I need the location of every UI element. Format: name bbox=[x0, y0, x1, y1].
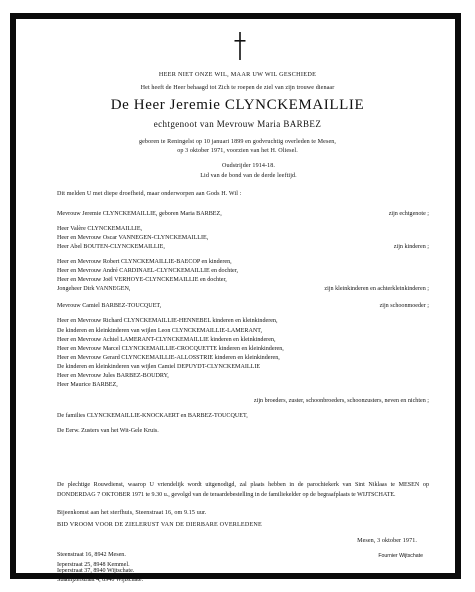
family-row bbox=[57, 318, 429, 327]
family-row bbox=[57, 337, 429, 346]
family-row bbox=[57, 373, 429, 382]
family-member: Mevrouw Jeremie CLYNCKEMAILLIE, geboren Maria BARBEZ, bbox=[57, 211, 222, 217]
family-row bbox=[57, 413, 429, 422]
family-member: Heer en Mevrouw Richard CLYNCKEMAILLIE-HENNEBEL kinderen en kleinkinderen, bbox=[57, 318, 278, 324]
family-member: Heer Abel BOUTEN-CLYNCKEMAILLIE, bbox=[57, 244, 165, 250]
family-row bbox=[57, 355, 429, 364]
address-4: Staanijzerstraat 4, 8940 Wijtschate. bbox=[57, 577, 144, 583]
address-2: Ieperstraat 25, 8948 Kemmel. bbox=[57, 562, 130, 568]
family-relation: zijn echtgenote ; bbox=[388, 211, 429, 217]
family-member: De kinderen en kleinkinderen van wijlen Camiel DEPUYDT-CLYNCKEMAILLIE bbox=[57, 364, 261, 370]
family-member: Heer en Mevrouw André CARDINAEL-CLYNCKEMAILLIE en dochter, bbox=[57, 268, 239, 274]
service-details: De plechtige Rouwdienst, waarop U vriendelijk wordt uitgenodigd, zal plaats hebben in de parochiekerk van Sint Niklaas te MESEN op DONDERDAG 7 OKTOBER 1971 te 9.30 u., gevolgd van de teraardebestelling in de familiekelder op de begraafplaats te WIJTSCHATE. bbox=[57, 482, 429, 498]
family-row bbox=[57, 286, 429, 295]
death-line: op 3 oktober 1971, voorzien van het H. Oliesel. bbox=[177, 148, 298, 154]
family-row bbox=[57, 398, 429, 407]
printer-credit: Fournier Wijtschate bbox=[378, 553, 423, 559]
deceased-name: De Heer Jeremie CLYNCKEMAILLIE bbox=[110, 97, 365, 113]
family-row bbox=[57, 346, 429, 355]
veteran-line: Oudstrijder 1914-18. bbox=[221, 163, 276, 169]
family-member: Heer en Mevrouw Jules BARBEZ-BOUDRY, bbox=[57, 373, 169, 379]
address-1: Steenstraat 16, 8942 Mesen. bbox=[57, 552, 126, 558]
family-member: Heer en Mevrouw Marcel CLYNCKEMAILLIE-CROCQUETTE kinderen en kleinkinderen, bbox=[57, 346, 284, 352]
member-line: Lid van de bond van de derde leeftijd. bbox=[200, 173, 297, 179]
family-row bbox=[57, 259, 429, 268]
family-member: Jongeheer Dirk VANNEGEN, bbox=[57, 286, 131, 292]
family-member: Heer en Mevrouw Robert CLYNCKEMAILLIE-BAECOP en kinderen, bbox=[57, 259, 232, 265]
family-member: Heer Valère CLYNCKEMAILLIE, bbox=[57, 226, 143, 232]
family-row bbox=[57, 277, 429, 286]
family-member: Mevrouw Camiel BARBEZ-TOUCQUET, bbox=[57, 303, 162, 309]
spouse-line: echtgenoot van Mevrouw Maria BARBEZ bbox=[153, 119, 322, 129]
family-member: Heer en Mevrouw Oscar VANNEGEN-CLYNCKEMAILLIE, bbox=[57, 235, 209, 241]
birth-line: geboren te Reningelst op 10 januari 1899 en godvruchtig overleden te Mesen, bbox=[138, 139, 337, 145]
family-member: De families CLYNCKEMAILLIE-KNOCKAERT en BARBEZ-TOUCQUET, bbox=[57, 413, 248, 419]
intro-line: Het heeft de Heer behaagd tot Zich te roepen de ziel van zijn trouwe dienaar bbox=[140, 85, 335, 91]
family-member: Heer en Mevrouw Gerard CLYNCKEMAILLIE-ALLOSSTRIE kinderen en kleinkinderen, bbox=[57, 355, 280, 361]
family-member: Heer en Mevrouw Achiel LAMERANT-CLYNCKEMAILLIE kinderen en kleinkinderen, bbox=[57, 337, 276, 343]
family-row bbox=[57, 328, 429, 337]
motto: HEER NIET ONZE WIL, MAAR UW WIL GESCHIEDE bbox=[158, 71, 317, 78]
date-line: Mesen, 3 oktober 1971. bbox=[357, 538, 417, 544]
family-row bbox=[57, 364, 429, 373]
family-member: Heer Maurice BARBEZ, bbox=[57, 382, 118, 388]
family-row bbox=[57, 226, 429, 235]
family-row bbox=[57, 382, 429, 391]
family-row bbox=[57, 235, 429, 244]
cross-icon bbox=[234, 32, 246, 60]
family-member: De kinderen en kleinkinderen van wijlen Leon CLYNCKEMAILLIE-LAMERANT, bbox=[57, 328, 263, 334]
family-row bbox=[57, 244, 429, 253]
family-row bbox=[57, 428, 429, 437]
family-relation: zijn kinderen ; bbox=[393, 244, 429, 250]
family-member: De Eerw. Zusters van het Wit-Gele Kruis. bbox=[57, 428, 159, 434]
address-3: Ieperstraat 37, 8940 Wijtschate. bbox=[57, 568, 135, 574]
family-relation: zijn broeders, zuster, schoonbroeders, schoonzusters, neven en nichten ; bbox=[253, 398, 429, 404]
gathering-line: Bijeenkomst aan het sterfhuis, Steenstraat 16, om 9.15 uur. bbox=[57, 510, 207, 516]
announcement: Dit melden U met diepe droefheid, maar onderworpen aan Gods H. Wil : bbox=[57, 191, 242, 197]
prayer-line: BID VROOM VOOR DE ZIELERUST VAN DE DIERBARE OVERLEDENE bbox=[57, 522, 262, 528]
family-relation: zijn schoonmoeder ; bbox=[379, 303, 429, 309]
family-row bbox=[57, 211, 429, 220]
family-row bbox=[57, 268, 429, 277]
family-relation: zijn kleinkinderen en achterkleinkinderen ; bbox=[324, 286, 429, 292]
family-member: Heer en Mevrouw Joël VERHOYE-CLYNCKEMAILLIE en dochter, bbox=[57, 277, 227, 283]
family-row bbox=[57, 303, 429, 312]
